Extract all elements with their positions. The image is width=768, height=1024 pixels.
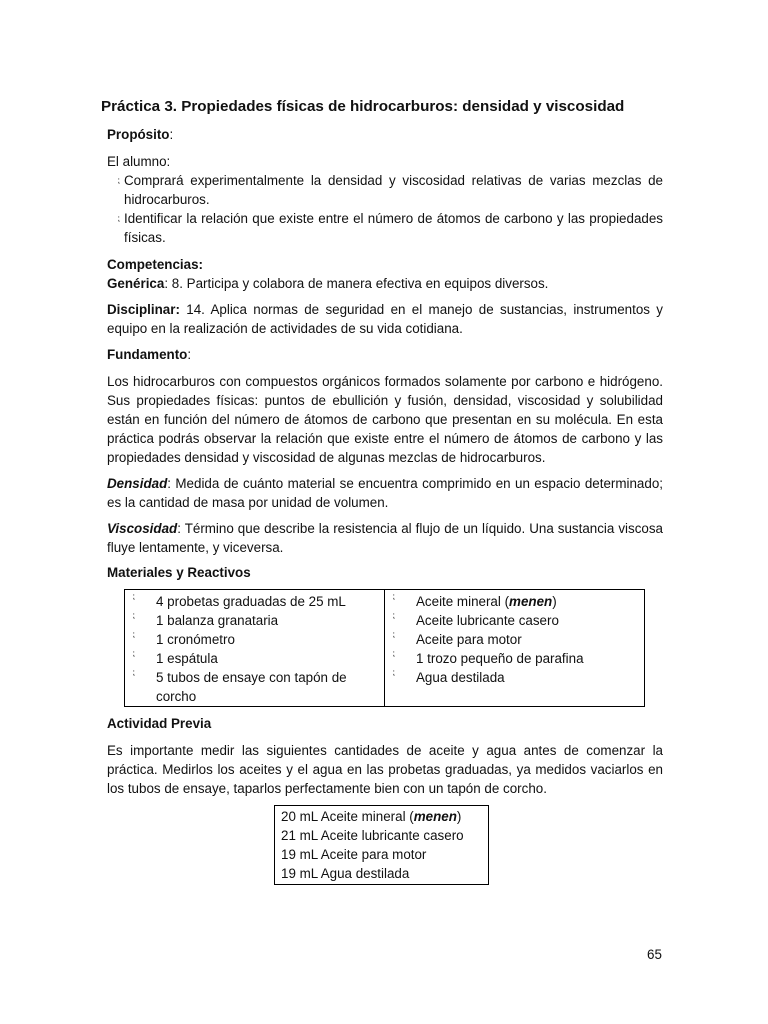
table-row: [385, 668, 644, 687]
cantidad-emphasis: menen: [413, 809, 457, 824]
proposito-list: [107, 171, 663, 247]
bullet-marker-icon: ⁏: [132, 610, 136, 620]
fundamento-label: Fundamento: [107, 347, 188, 362]
table-row: [125, 611, 384, 630]
proposito-label: Propósito: [107, 127, 170, 142]
densidad-paragraph: [107, 474, 663, 512]
fundamento-paragraph: Los hidrocarburos con compuestos orgánicos formados solamente por carbono e hidrógeno. Sus propiedades físicas: puntos de ebullición y fusión, densidad, viscosidad y solubilidad están en función del número de átomos de carbono que presentan en su molécula. En esta práctica podrás observar la relación que existe entre el número de átomos de carbono y las propiedades densidad y viscosidad de algunas mezclas de hidrocarburos.: [107, 374, 663, 465]
material-item: 1 balanza granataria: [156, 613, 279, 628]
reactivo-item: 1 trozo pequeño de parafina: [416, 651, 584, 666]
table-row: [125, 630, 384, 649]
materiales-heading: Materiales y Reactivos: [107, 565, 251, 580]
bullet-marker-icon: ⁏: [132, 667, 136, 677]
bullet-marker-icon: ⁏: [392, 629, 396, 639]
page-title: Práctica 3. Propiedades físicas de hidrocarburos: densidad y viscosidad: [101, 98, 625, 115]
reactivo-item: Aceite para motor: [416, 632, 522, 647]
viscosidad-text: : Término que describe la resistencia al flujo de un líquido. Una sustancia viscosa fluye lentamente, y viceversa.: [107, 521, 663, 555]
materiales-table: [124, 589, 645, 707]
table-row: [385, 611, 644, 630]
cantidad-prefix: 20 mL Aceite mineral (: [281, 809, 414, 824]
materiales-column-left: [125, 590, 384, 706]
reactivo-emphasis: menen: [509, 594, 553, 609]
reactivo-item: Agua destilada: [416, 670, 505, 685]
generica-text: : 8. Participa y colabora de manera efectiva en equipos diversos.: [164, 276, 549, 291]
fundamento-colon: :: [187, 347, 192, 362]
bullet-marker-icon: ⁏: [132, 629, 136, 639]
bullet-marker-icon: ⁏: [132, 648, 136, 658]
disciplinar-text: 14. Aplica normas de seguridad en el manejo de sustancias, instrumentos y equipo en la realización de actividades de su vida cotidiana.: [107, 302, 663, 336]
list-item-text: Identificar la relación que existe entre el número de átomos de carbono y las propiedades físicas.: [124, 211, 663, 245]
generica-line: [107, 274, 663, 293]
reactivo-suffix: ): [552, 594, 557, 609]
table-row: [125, 592, 384, 611]
bullet-marker-icon: ⁏: [117, 213, 121, 223]
fundamento-heading: [107, 345, 663, 364]
actividad-paragraph: Es importante medir las siguientes cantidades de aceite y agua antes de comenzar la práctica. Medirlos los aceites y el agua en las probetas graduadas, ya medidos vaciarlos en los tubos de ensaye, taparlos perfectamente bien con un tapón de corcho.: [107, 743, 663, 796]
viscosidad-term: Viscosidad: [107, 521, 178, 536]
list-item: 21 mL Aceite lubricante casero: [281, 828, 464, 843]
table-row: [385, 592, 644, 611]
material-item: 1 espátula: [156, 651, 218, 666]
list-item: [107, 209, 663, 247]
material-item: 4 probetas graduadas de 25 mL: [156, 594, 346, 609]
list-item-text: Comprará experimentalmente la densidad y viscosidad relativas de varias mezclas de hidrocarburos.: [124, 173, 663, 207]
materiales-column-right: [384, 590, 644, 706]
densidad-text: : Medida de cuánto material se encuentra comprimido en un espacio determinado; es la cantidad de masa por unidad de volumen.: [107, 476, 663, 510]
reactivo-item: Aceite lubricante casero: [416, 613, 559, 628]
viscosidad-paragraph: [107, 519, 663, 557]
table-row: [385, 649, 644, 668]
proposito-intro: El alumno:: [107, 154, 171, 169]
densidad-term: Densidad: [107, 476, 168, 491]
bullet-marker-icon: ⁏: [117, 175, 121, 185]
actividad-heading: Actividad Previa: [107, 716, 212, 731]
cantidades-box: [274, 805, 489, 885]
table-row: [125, 668, 384, 706]
bullet-marker-icon: ⁏: [392, 667, 396, 677]
proposito-colon: :: [169, 127, 174, 142]
bullet-marker-icon: ⁏: [392, 610, 396, 620]
generica-label: Genérica: [107, 276, 165, 291]
bullet-marker-icon: ⁏: [392, 648, 396, 658]
list-item: 19 mL Aceite para motor: [281, 847, 427, 862]
list-item: [281, 807, 488, 826]
list-item: 19 mL Agua destilada: [281, 866, 410, 881]
page-number: 65: [647, 947, 662, 962]
bullet-marker-icon: ⁏: [392, 591, 396, 601]
material-item: 1 cronómetro: [156, 632, 235, 647]
competencias-heading: Competencias:: [107, 257, 203, 272]
reactivo-prefix: Aceite mineral (: [416, 594, 510, 609]
page-content: [101, 96, 663, 885]
proposito-heading: [107, 125, 663, 144]
list-item: [107, 171, 663, 209]
table-row: [385, 630, 644, 649]
material-item: 5 tubos de ensaye con tapón de corcho: [156, 670, 347, 704]
cantidad-suffix: ): [456, 809, 462, 824]
table-row: [125, 649, 384, 668]
disciplinar-label: Disciplinar:: [107, 302, 180, 317]
bullet-marker-icon: ⁏: [132, 591, 136, 601]
disciplinar-paragraph: [107, 300, 663, 338]
